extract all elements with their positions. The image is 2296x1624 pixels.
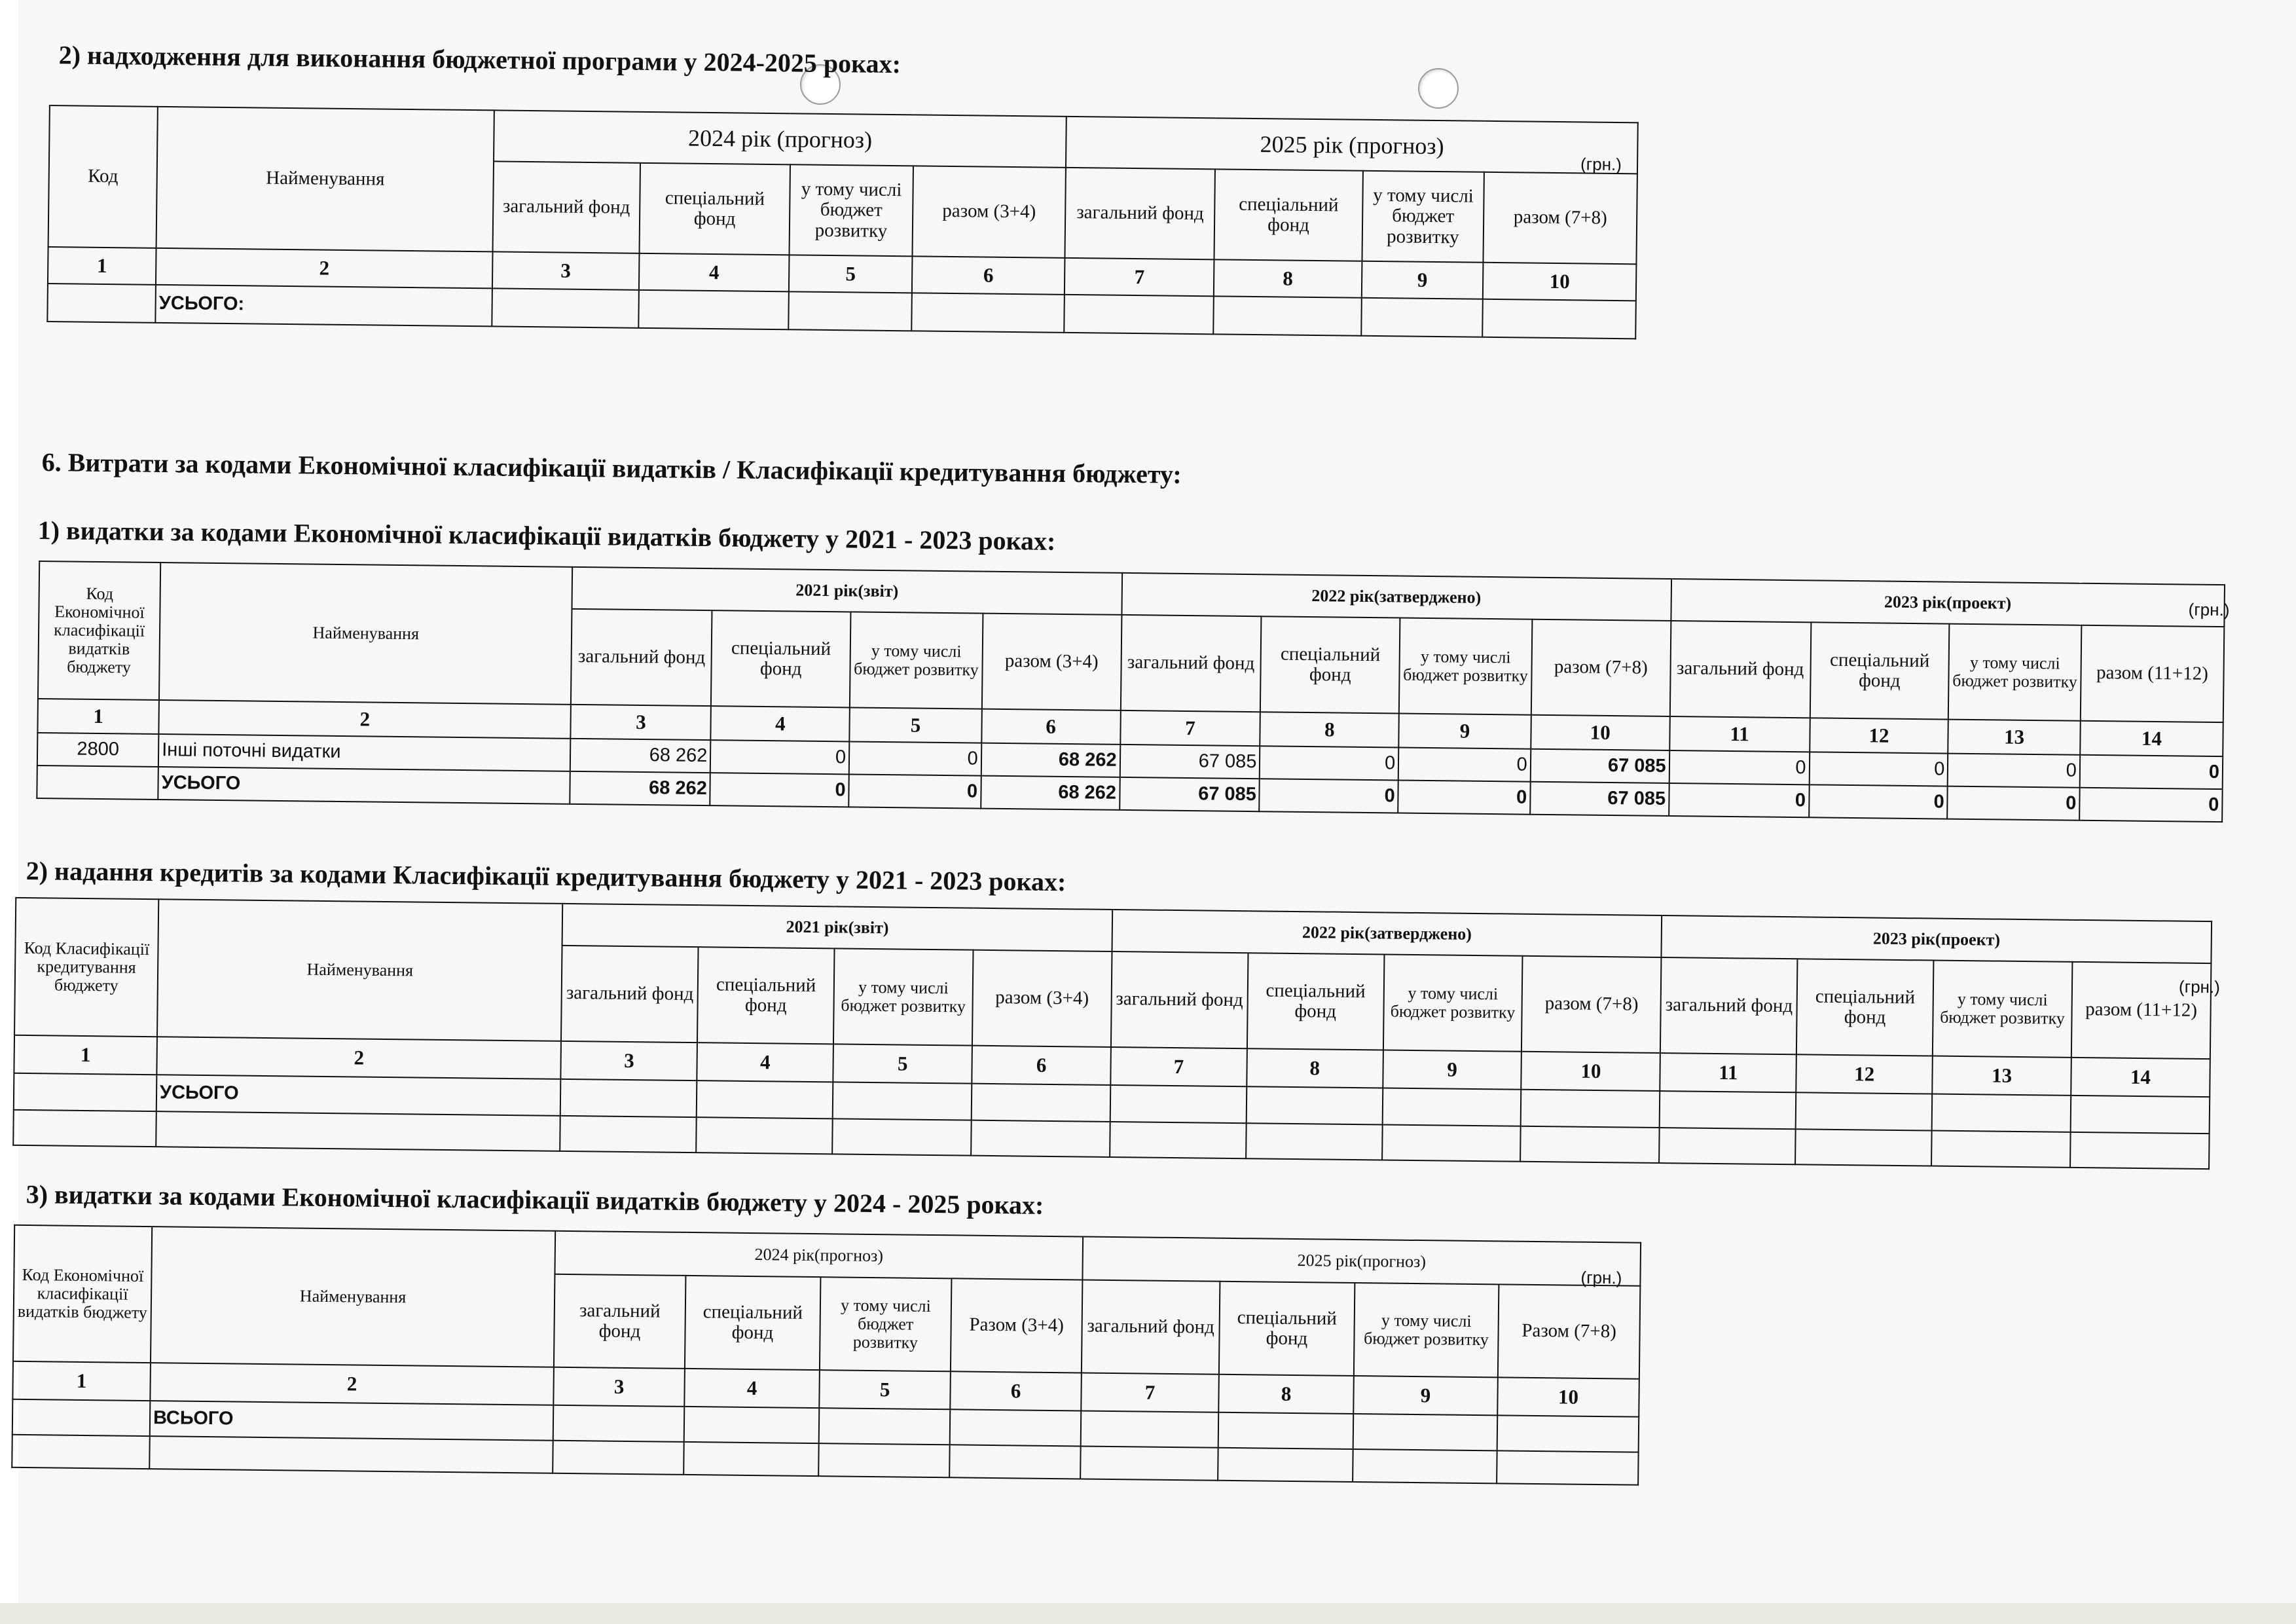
sub-header: загальний фонд	[1669, 621, 1810, 718]
col-number: 11	[1660, 1053, 1796, 1092]
row-value: 0	[1669, 750, 1809, 784]
empty-cell	[818, 1443, 950, 1477]
sub-header: загальний фонд	[571, 609, 712, 706]
expenses-forecast-heading: 3) видатки за кодами Економічної класифікації видатків бюджету у 2024 - 2025 роках:	[26, 1179, 1044, 1220]
value-cell	[819, 1408, 951, 1445]
row-value: 0	[849, 741, 981, 775]
col-number: 1	[48, 247, 156, 285]
year-header-2021: 2021 рік(звіт)	[562, 904, 1112, 951]
sub-header: Разом (3+4)	[951, 1278, 1083, 1373]
sub-header: спеціальний фонд	[711, 610, 850, 707]
total-value: 68 262	[570, 771, 710, 805]
col-number: 8	[1218, 1375, 1354, 1414]
sub-header: у тому числі бюджет розвитку	[1383, 954, 1522, 1051]
sub-header: спеціальний фонд	[697, 947, 834, 1044]
empty-cell	[156, 1111, 560, 1151]
punch-hole-right	[1418, 68, 1459, 109]
year-header-2024: 2024 рік(прогноз)	[555, 1231, 1083, 1280]
expenses-table	[36, 561, 2225, 822]
year-header-2025: 2025 рік (прогноз)	[1066, 117, 1637, 174]
sub-header: разом (11+12)	[2071, 962, 2212, 1059]
empty-cell	[149, 1436, 553, 1473]
sub-header: у тому числі бюджет розвитку	[1354, 1283, 1499, 1377]
col-number: 10	[1497, 1377, 1639, 1416]
total-code-cell	[14, 1073, 157, 1111]
col-number: 6	[981, 709, 1120, 745]
col-number: 7	[1065, 258, 1214, 296]
credits-unit: (грн.)	[2178, 976, 2221, 997]
value-cell	[553, 1405, 685, 1442]
revenue-unit: (грн.)	[1580, 154, 1622, 175]
value-cell	[1521, 1090, 1660, 1128]
col-number: 8	[1247, 1048, 1383, 1088]
row-value: 0	[1809, 752, 1948, 786]
empty-cell	[1497, 1450, 1639, 1485]
page-bottom-edge	[0, 1603, 2296, 1624]
col-number: 14	[2071, 1058, 2210, 1097]
sub-header: у тому числі бюджет розвитку	[850, 612, 983, 709]
year-header-2022: 2022 рік(затверджено)	[1112, 910, 1662, 957]
empty-cell	[1353, 1449, 1497, 1483]
col-number: 9	[1362, 261, 1484, 299]
empty-cell	[560, 1116, 697, 1153]
total-value: 0	[1260, 779, 1398, 813]
value-cell	[1218, 1412, 1354, 1449]
col-number: 4	[711, 706, 850, 741]
col-header-name: Найменування	[156, 107, 494, 252]
col-number: 7	[1110, 1047, 1247, 1086]
value-cell	[1246, 1086, 1382, 1124]
total-value: 0	[2079, 788, 2223, 822]
sub-header: разом (7+8)	[1484, 172, 1637, 265]
empty-cell	[1931, 1131, 2070, 1168]
col-number: 3	[561, 1041, 697, 1080]
empty-cell	[971, 1120, 1110, 1157]
expenses-forecast-unit: (грн.)	[1580, 1267, 1622, 1288]
sub-header: загальний фонд	[1111, 951, 1248, 1048]
row-value: 0	[1260, 746, 1398, 780]
value-cell	[1065, 295, 1214, 334]
year-header-2025: 2025 рік(прогноз)	[1082, 1236, 1641, 1285]
value-cell	[1081, 1411, 1219, 1447]
empty-cell	[13, 1110, 156, 1147]
credits-table	[12, 897, 2212, 1170]
value-cell	[833, 1082, 972, 1120]
row-value: 67 085	[1530, 749, 1669, 783]
col-number: 10	[1522, 1052, 1661, 1091]
value-cell	[1482, 299, 1635, 339]
empty-cell	[553, 1441, 684, 1475]
revenue-heading: 2) надходження для виконання бюджетної програми у 2024-2025 роках:	[58, 40, 902, 79]
sub-header: разом (7+8)	[1531, 619, 1671, 716]
value-cell	[2071, 1096, 2210, 1134]
sub-header: разом (3+4)	[972, 950, 1112, 1047]
empty-cell	[1218, 1448, 1353, 1482]
col-number: 3	[492, 251, 639, 289]
row-value: 67 085	[1120, 745, 1260, 779]
total-label: УСЬОГО:	[156, 285, 492, 327]
col-header-code: Код Економічної класифікації видатків бюджету	[13, 1225, 152, 1363]
col-number: 9	[1398, 714, 1531, 749]
col-number: 2	[156, 1037, 561, 1079]
value-cell	[1213, 296, 1361, 335]
total-value: 68 262	[981, 776, 1120, 810]
col-number: 14	[2080, 721, 2223, 756]
col-number: 1	[12, 1361, 151, 1401]
credits-heading: 2) надання кредитів за кодами Класифікації кредитування бюджету у 2021 - 2023 роках:	[26, 856, 1066, 897]
total-value: 67 085	[1530, 782, 1669, 816]
col-number: 5	[849, 707, 981, 743]
col-number: 6	[912, 256, 1065, 295]
empty-cell	[696, 1117, 832, 1154]
sub-header: загальний фонд	[493, 161, 640, 253]
col-number: 3	[571, 705, 711, 740]
sub-header: спеціальний фонд	[685, 1276, 821, 1370]
col-number: 5	[819, 1370, 951, 1409]
empty-cell	[1382, 1124, 1521, 1161]
col-number: 8	[1214, 259, 1362, 297]
sub-header: разом (3+4)	[982, 614, 1121, 710]
sub-header: спеціальний фонд	[1247, 953, 1384, 1050]
year-header-2024: 2024 рік (прогноз)	[494, 110, 1066, 167]
empty-cell	[1110, 1122, 1246, 1158]
sub-header: спеціальний фонд	[1219, 1282, 1355, 1376]
col-header-code: Код Економічної класифікації видатків бюджету	[38, 561, 160, 700]
col-header-name: Найменування	[157, 899, 563, 1041]
value-cell	[638, 290, 789, 329]
empty-cell	[12, 1435, 150, 1469]
value-cell	[1660, 1091, 1796, 1129]
total-value: 67 085	[1120, 777, 1260, 811]
row-value: 68 262	[981, 743, 1120, 777]
col-number: 4	[684, 1369, 820, 1408]
year-header-2023: 2023 рік(проект)	[1671, 579, 2225, 627]
col-number: 5	[833, 1044, 972, 1083]
empty-cell	[2070, 1132, 2210, 1169]
col-number: 11	[1669, 716, 1810, 752]
value-cell	[972, 1084, 1110, 1122]
sub-header: у тому числі бюджет розвитку	[820, 1277, 952, 1371]
col-number: 7	[1081, 1373, 1219, 1412]
sub-header: загальний фонд	[554, 1274, 686, 1369]
col-number: 2	[156, 248, 492, 289]
year-header-2021: 2021 рік(звіт)	[572, 567, 1122, 615]
empty-cell	[1521, 1126, 1660, 1163]
sub-header: спеціальний фонд	[1214, 169, 1363, 261]
sub-header: разом (3+4)	[912, 166, 1066, 258]
year-header-2022: 2022 рік(затверджено)	[1121, 573, 1671, 621]
row-code: 2800	[37, 733, 159, 767]
empty-cell	[949, 1445, 1081, 1479]
total-value: 0	[710, 773, 849, 807]
value-cell	[492, 288, 638, 327]
sub-header: разом (7+8)	[1522, 956, 1661, 1053]
col-number: 8	[1260, 712, 1399, 747]
total-code-cell	[47, 284, 156, 323]
sub-header: загальний фонд	[561, 946, 698, 1043]
total-value: 0	[1809, 784, 1948, 819]
col-number: 2	[158, 700, 571, 739]
col-number: 4	[697, 1043, 833, 1082]
sub-header: загальний фонд	[1660, 957, 1797, 1054]
row-name: Інші поточні видатки	[158, 734, 571, 771]
empty-cell	[1080, 1446, 1218, 1480]
col-number: 4	[639, 253, 790, 291]
row-value: 0	[1948, 754, 2080, 788]
section6-heading: 6. Витрати за кодами Економічної класифікації видатків / Класифікації кредитування бюджету:	[41, 447, 1182, 489]
col-number: 2	[150, 1363, 554, 1405]
sub-header: загальний фонд	[1120, 615, 1261, 712]
value-cell	[1361, 298, 1483, 337]
value-cell	[684, 1407, 820, 1443]
row-value: 0	[2080, 755, 2223, 789]
total-code-cell	[12, 1399, 151, 1436]
value-cell	[1497, 1415, 1639, 1452]
value-cell	[1932, 1094, 2071, 1132]
sub-header: у тому числі бюджет розвитку	[833, 948, 973, 1045]
total-code-cell	[37, 766, 158, 800]
year-header-2023: 2023 рік(проект)	[1662, 915, 2212, 963]
total-value: 0	[1669, 783, 1809, 817]
sub-header: у тому числі бюджет розвитку	[1948, 624, 2081, 721]
value-cell	[950, 1409, 1082, 1446]
revenue-table	[46, 105, 1638, 339]
total-label: УСЬОГО	[158, 767, 570, 804]
total-value: 0	[848, 774, 981, 808]
col-header-code: Код	[48, 105, 158, 248]
total-label: УСЬОГО	[156, 1075, 561, 1116]
value-cell	[560, 1079, 697, 1117]
sub-header: загальний фонд	[1065, 168, 1215, 259]
row-value: 0	[1398, 748, 1531, 782]
value-cell	[911, 293, 1065, 333]
col-number: 5	[789, 255, 912, 293]
total-label: ВСЬОГО	[150, 1401, 554, 1441]
sub-header: у тому числі бюджет розвитку	[790, 164, 913, 256]
col-number: 10	[1531, 715, 1669, 750]
col-header-name: Найменування	[159, 563, 573, 705]
expenses-forecast-table	[11, 1225, 1641, 1486]
total-value: 0	[1398, 781, 1530, 815]
value-cell	[1353, 1414, 1498, 1450]
value-cell	[697, 1080, 833, 1118]
sub-header: загальний фонд	[1082, 1280, 1220, 1374]
expenses-heading: 1) видатки за кодами Економічної класифікації видатків бюджету у 2021 - 2023 роках:	[37, 515, 1056, 556]
row-value: 0	[710, 740, 849, 774]
sub-header: у тому числі бюджет розвитку	[1399, 618, 1532, 715]
empty-cell	[683, 1442, 819, 1476]
col-number: 9	[1383, 1050, 1522, 1089]
col-number: 12	[1796, 1054, 1932, 1094]
col-number: 1	[14, 1035, 157, 1075]
col-header-name: Найменування	[151, 1227, 555, 1367]
sub-header: Разом (7+8)	[1498, 1284, 1641, 1378]
sub-header: спеціальний фонд	[1796, 959, 1933, 1056]
empty-cell	[1246, 1123, 1382, 1160]
sub-header: у тому числі бюджет розвитку	[1933, 961, 2072, 1058]
empty-cell	[832, 1118, 971, 1155]
col-number: 6	[972, 1046, 1111, 1085]
expenses-unit: (грн.)	[2188, 599, 2230, 620]
col-number: 13	[1932, 1056, 2071, 1096]
col-number: 9	[1353, 1376, 1498, 1415]
col-number: 13	[1948, 720, 2081, 755]
sub-header: спеціальний фонд	[639, 163, 790, 255]
col-number: 3	[553, 1367, 685, 1407]
value-cell	[789, 291, 912, 331]
sub-header: спеціальний фонд	[1260, 616, 1400, 713]
value-cell	[1796, 1092, 1932, 1130]
col-number: 12	[1810, 718, 1948, 753]
col-header-code: Код Класифікації кредитування бюджету	[14, 898, 158, 1037]
empty-cell	[1795, 1129, 1931, 1166]
sub-header: разом (11+12)	[2081, 625, 2225, 722]
empty-cell	[1659, 1128, 1795, 1164]
col-number: 10	[1483, 263, 1636, 301]
value-cell	[1382, 1088, 1521, 1126]
col-number: 1	[37, 699, 159, 734]
row-value: 68 262	[570, 739, 710, 773]
sub-header: спеціальний фонд	[1810, 622, 1949, 719]
value-cell	[1110, 1085, 1247, 1123]
col-number: 6	[950, 1371, 1082, 1411]
sub-header: у тому числі бюджет розвитку	[1362, 171, 1484, 263]
col-number: 7	[1120, 710, 1260, 746]
total-value: 0	[1947, 786, 2079, 821]
